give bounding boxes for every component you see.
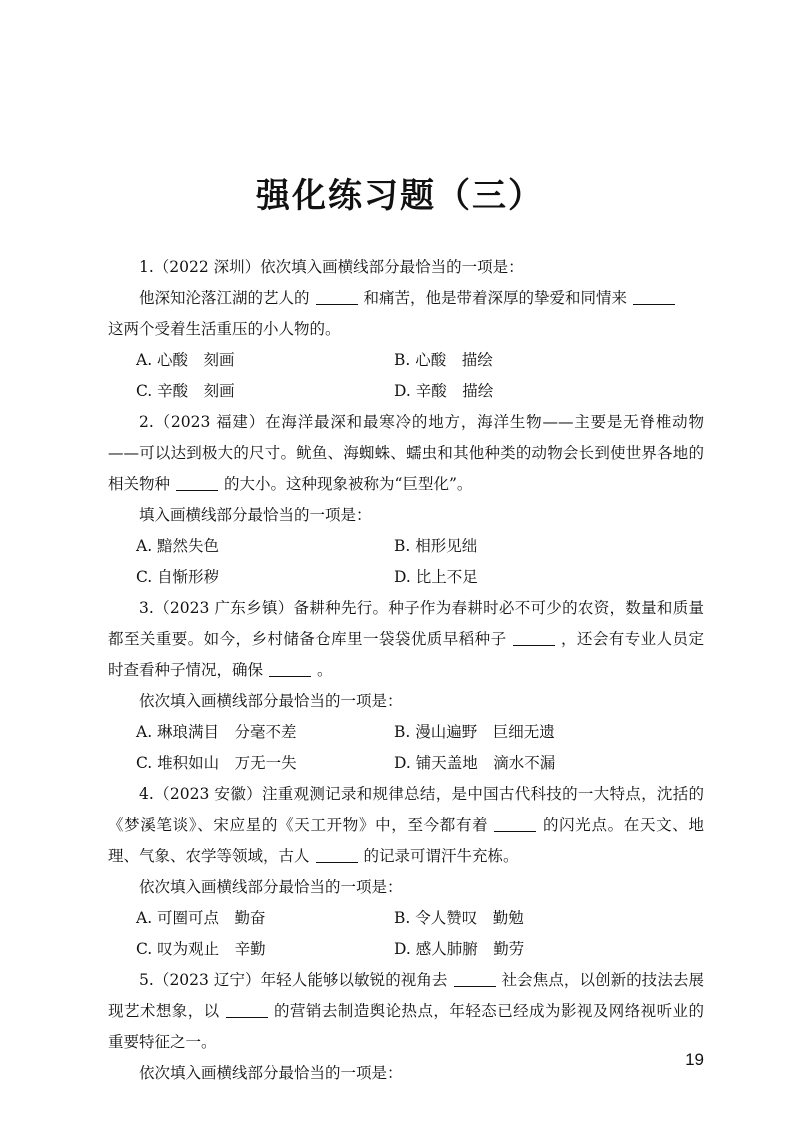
option-c: C. 堆积如山 万无一失 — [136, 754, 297, 772]
question-4-head-text: 4.（2023 安徽）注重观测记录和规律总结，是中国古代科技的一大特点，沈括的《梦溪笔谈》、宋应星的《天工开物》中，至今都有着 — [108, 785, 704, 834]
question-4-options — [136, 903, 704, 965]
option-b: B. 心酸 描绘 — [394, 351, 493, 369]
question-2-text-b: 的大小。这种现象被称为“巨型化”。 — [224, 475, 473, 493]
question-3-head — [108, 593, 704, 686]
question-2-head — [108, 407, 704, 500]
option-d: D. 比上不足 — [394, 568, 478, 586]
option-a: A. 可圈可点 勤奋 — [136, 909, 266, 927]
question-1-text — [108, 283, 704, 314]
page-title: 强化练习题（三） — [256, 176, 544, 216]
question-1-text-b: 和痛苦，他是带着深厚的挚爱和同情来 — [363, 289, 628, 307]
option-b: B. 漫山遍野 巨细无遗 — [394, 723, 555, 741]
question-2-prompt: 填入画横线部分最恰当的一项是： — [139, 506, 372, 524]
blank — [454, 971, 496, 988]
question-5-head-text: 5.（2023 辽宁）年轻人能够以敏锐的视角去 — [139, 971, 448, 989]
option-b: B. 相形见绌 — [394, 537, 478, 555]
question-4-text-c: 的记录可谓汗牛充栋。 — [363, 847, 519, 865]
question-3-text-b: ，还会有专业人员定时查看种子情况，确保 — [108, 630, 704, 679]
question-2-options — [136, 531, 704, 593]
question-5-text-c: 的营销去制造舆论热点，年轻态已经成为影视及网络视听业的重要特征之一。 — [108, 1002, 704, 1051]
question-3-text-c: 。 — [317, 661, 333, 679]
option-d: D. 辛酸 描绘 — [394, 382, 494, 400]
question-1-text-a: 他深知沦落江湖的艺人的 — [139, 289, 310, 307]
question-1-head: 1.（2022 深圳）依次填入画横线部分最恰当的一项是： — [139, 258, 524, 276]
blank — [316, 289, 358, 306]
question-3-head-text: 3.（2023 广东乡镇）备耕种先行。种子作为春耕时必不可少的农资，数量和质量都至关重要。如今，乡村储备仓库里一袋袋优质早稻种子 — [108, 599, 704, 648]
option-a: A. 心酸 刻画 — [136, 351, 235, 369]
blank — [226, 1002, 268, 1019]
blank — [269, 661, 311, 678]
exercise-content — [108, 252, 704, 1089]
question-3-prompt: 依次填入画横线部分最恰当的一项是： — [139, 692, 403, 710]
option-c: C. 辛酸 刻画 — [136, 382, 235, 400]
question-5-head — [108, 965, 704, 1058]
option-b: B. 令人赞叹 勤勉 — [394, 909, 524, 927]
question-2-head-text: 2.（2023 福建）在海洋最深和最寒冷的地方，海洋生物——主要是无脊椎动物——可以达到极大的尺寸。鱿鱼、海蜘蛛、蠕虫和其他种类的动物会长到使世界各地的相关物种 — [108, 413, 704, 493]
page-number: 19 — [685, 1050, 704, 1069]
option-d: D. 感人肺腑 勤劳 — [394, 940, 525, 958]
question-4-text-b: 的闪光点。在天文、地理、气象、农学等领域，古人 — [108, 816, 704, 865]
blank — [176, 475, 218, 492]
option-c: C. 自惭形秽 — [136, 568, 220, 586]
option-d: D. 铺天盖地 滴水不漏 — [394, 754, 556, 772]
question-4-head — [108, 779, 704, 872]
question-4-prompt: 依次填入画横线部分最恰当的一项是： — [139, 878, 403, 896]
question-1-options — [136, 345, 704, 407]
option-c: C. 叹为观止 辛勤 — [136, 940, 266, 958]
blank — [494, 816, 536, 833]
blank — [633, 289, 675, 306]
option-a: A. 黯然失色 — [136, 537, 220, 555]
blank — [316, 847, 358, 864]
question-5-prompt: 依次填入画横线部分最恰当的一项是： — [139, 1064, 403, 1082]
blank — [513, 630, 555, 647]
question-5-text-b: 社会焦点，以创新的技法去展现艺术想象，以 — [108, 971, 704, 1020]
option-a: A. 琳琅满目 分毫不差 — [136, 723, 297, 741]
question-1-text-c: 这两个受着生活重压的小人物的。 — [108, 320, 341, 338]
question-3-options — [136, 717, 704, 779]
